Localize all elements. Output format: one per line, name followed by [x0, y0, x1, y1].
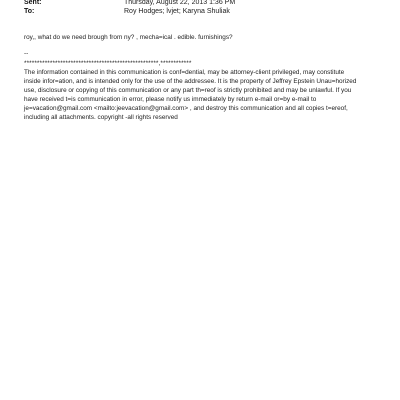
disclaimer-line: The information contained in this communication is conf=dential, may be attorney-client privileged, may constitute — [24, 69, 345, 76]
sent-label: Sent: — [24, 0, 42, 6]
disclaimer-line: je=vacation@gmail.com <mailto:jeevacation@gmail.com> , and destroy this communication and all copies t=ereof, — [24, 104, 348, 112]
disclaimer-line: have received t=is communication in error, please notify us immediately by return e-mail or=by e-mail to — [24, 95, 317, 103]
disclaimer-line: inside infor=ation, and is intended only for the use of the addressee. It is the property of Jeffrey Epstein Unau=horized — [24, 77, 357, 85]
message-body: roy,, what do we need brough from ny? , mecha=ical . edible. furnishings? — [24, 34, 233, 41]
disclaimer-line: including all attachments. copyright -all rights reserved — [24, 113, 178, 121]
disclaimer-block — [24, 69, 384, 122]
separator-line: ****************************************************,************ — [24, 60, 192, 67]
to-value: Roy Hodges; lvjet; Karyna Shuliak — [124, 8, 230, 15]
to-label: To: — [24, 8, 35, 15]
disclaimer-line: use, disclosure or copying of this communication or any part th=reof is strictly prohibited and may be unlawful. If you — [24, 86, 352, 94]
sent-value: Thursday, August 22, 2013 1:36 PM — [124, 0, 236, 6]
signature-dash: -- — [24, 50, 29, 57]
